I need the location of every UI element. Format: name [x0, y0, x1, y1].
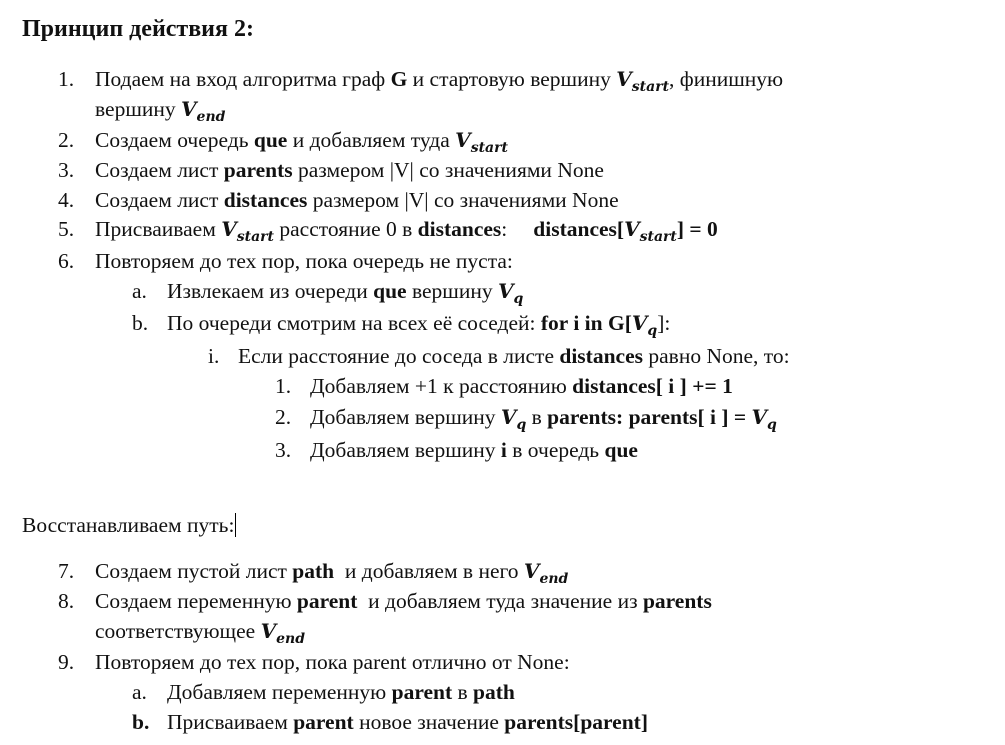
term-que: que [253, 128, 288, 152]
text: Создаем очередь [95, 128, 254, 152]
term-que: que [604, 438, 638, 462]
list-item[interactable] [95, 558, 568, 592]
list-item[interactable] [167, 679, 515, 705]
list-number: 8. [58, 589, 75, 613]
list-item-continuation[interactable] [95, 96, 225, 130]
list-number: 6. [58, 249, 75, 273]
text: Добавляем переменную [167, 680, 392, 704]
term-que: que [373, 279, 407, 303]
text: и стартовую вершину [407, 67, 617, 91]
list-number: 3. [275, 438, 292, 462]
term-parent: parent [293, 710, 354, 734]
text: Если расстояние до соседа в листе [238, 344, 560, 368]
code-distances: distances[ [533, 217, 625, 241]
list-item[interactable] [95, 66, 783, 100]
term-G: G [390, 67, 408, 91]
term-parent: parent [391, 680, 453, 704]
list-number: 1. [275, 374, 292, 398]
page-title: Принцип действия 2: [22, 16, 254, 42]
text: Создаем лист [95, 188, 224, 212]
math-v-end: $V_{end}$ [181, 97, 226, 125]
text: Присваиваем [95, 217, 222, 241]
list-letter: a. [132, 680, 147, 704]
list-item[interactable] [310, 373, 733, 399]
list-number: 3. [58, 158, 75, 182]
math-v-start: $V_{start}$ [455, 128, 508, 156]
list-item[interactable] [95, 127, 508, 161]
code-assign: ] = 0 [676, 217, 718, 241]
text: соответствующее [95, 619, 261, 643]
list-number: 9. [58, 650, 75, 674]
text: ]: [657, 311, 671, 335]
list-item[interactable]: Повторяем до тех пор, пока очередь не пуста: [95, 249, 513, 273]
text: равно None, то: [643, 344, 790, 368]
term-path: path [473, 680, 515, 704]
code-parents-parent: parents[parent] [504, 710, 648, 734]
term-distances: distances [223, 188, 308, 212]
text: и добавляем туда [287, 128, 456, 152]
heading-text: Восстанавливаем путь: [22, 513, 235, 537]
text: и добавляем в него [334, 559, 524, 583]
list-item[interactable] [167, 709, 648, 735]
list-item[interactable] [167, 278, 523, 312]
math-v-q: $V_q$ [751, 405, 777, 433]
math-v-q: $V_q$ [497, 279, 524, 307]
term-parents: parents [223, 158, 293, 182]
math-v-end: $V_{end}$ [523, 559, 569, 587]
section-heading[interactable] [22, 512, 236, 538]
math-v-q: $V_q$ [631, 311, 658, 339]
text-cursor [235, 513, 236, 537]
list-item[interactable] [95, 216, 718, 250]
text: размером |V| со значениями None [292, 158, 604, 182]
math-v-start: $V_{start}$ [624, 217, 677, 245]
text: Присваиваем [167, 710, 294, 734]
math-v-end: $V_{end}$ [260, 619, 305, 647]
list-number: 5. [58, 217, 75, 241]
list-item[interactable] [167, 310, 670, 344]
list-letter: b. [132, 311, 149, 335]
text: По очереди смотрим на всех её соседей: [167, 311, 541, 335]
code-increment: distances[ i ] += 1 [572, 374, 733, 398]
code-parents-assign: parents: parents[ i ] = [547, 405, 752, 429]
text: Извлекаем из очереди [167, 279, 374, 303]
list-item[interactable] [310, 404, 777, 438]
text: в [452, 680, 474, 704]
term-parents: parents [642, 589, 712, 613]
list-number: 2. [275, 405, 292, 429]
text: Создаем лист [95, 158, 224, 182]
code-for-loop: for i in G[ [540, 311, 632, 335]
list-number: 4. [58, 188, 75, 212]
list-item[interactable] [95, 588, 712, 614]
list-item-continuation[interactable] [95, 618, 305, 652]
text: Добавляем +1 к расстоянию [310, 374, 573, 398]
list-roman: i. [208, 344, 220, 368]
text: Добавляем вершину [310, 438, 501, 462]
text: размером |V| со значениями None [307, 188, 619, 212]
math-v-start: $V_{start}$ [221, 217, 274, 245]
list-number: 1. [58, 67, 75, 91]
text: вершину [406, 279, 498, 303]
text: вершину [95, 97, 182, 121]
text: Добавляем вершину [310, 405, 501, 429]
text: расстояние 0 в [273, 217, 418, 241]
term-i: i [500, 438, 507, 462]
term-distances: distances [417, 217, 502, 241]
list-item[interactable]: Повторяем до тех пор, пока parent отлично от None: [95, 650, 570, 674]
text: Создаем переменную [95, 589, 297, 613]
list-item[interactable] [310, 437, 638, 463]
list-letter: b. [132, 710, 150, 734]
list-item[interactable] [238, 343, 790, 369]
term-parent: parent [296, 589, 358, 613]
math-v-q: $V_q$ [500, 405, 527, 433]
term-path: path [292, 559, 335, 583]
list-number: 2. [58, 128, 75, 152]
text: Подаем на вход алгоритма граф [95, 67, 391, 91]
text: в [526, 405, 548, 429]
list-number: 7. [58, 559, 75, 583]
list-item[interactable] [95, 157, 604, 183]
list-item[interactable] [95, 187, 619, 213]
math-v-start: $V_{start}$ [616, 67, 670, 95]
text: : [501, 217, 508, 241]
text: , финишную [669, 67, 784, 91]
text: новое значение [353, 710, 505, 734]
list-letter: a. [132, 279, 147, 303]
text: и добавляем туда значение из [357, 589, 643, 613]
text: Создаем пустой лист [95, 559, 293, 583]
text: в очередь [506, 438, 605, 462]
term-distances: distances [559, 344, 643, 368]
